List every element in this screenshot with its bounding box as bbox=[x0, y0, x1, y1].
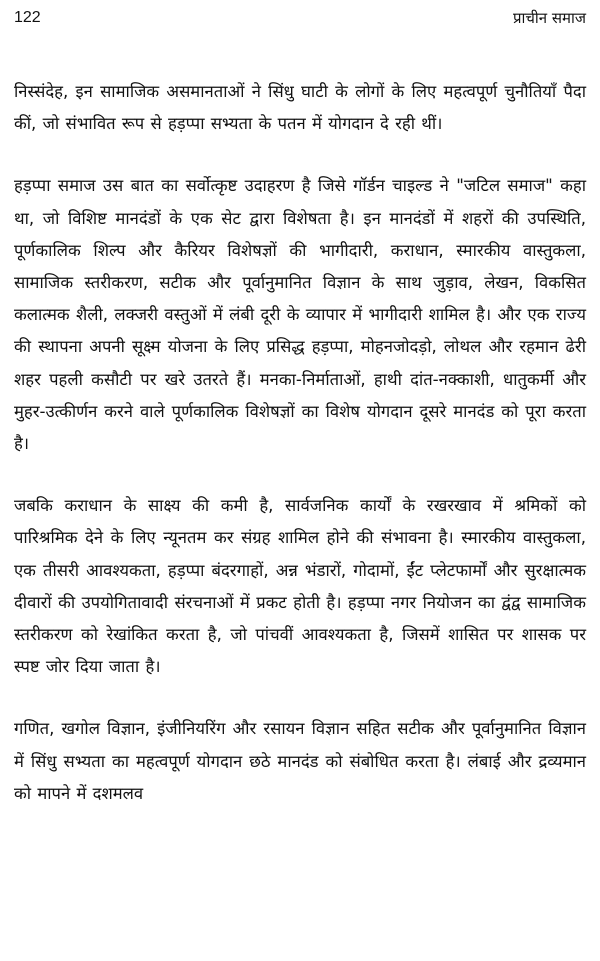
paragraph-2: हड़प्पा समाज उस बात का सर्वोत्कृष्ट उदाहरण है जिसे गॉर्डन चाइल्ड ने "जटिल समाज" कहा था, जो विशिष्ट मानदंडों के एक सेट द्वारा विशेषता है। इन मानदंडों में शहरों की उपस्थिति, पूर्णकालिक शिल्प और कैरियर विशेषज्ञों की भागीदारी, कराधान, स्मारकीय वास्तुकला, सामाजिक स्तरीकरण, सटीक और पूर्वानुमानित विज्ञान के साथ जुड़ाव, लेखन, विकसित कलात्मक शैली, लक्जरी वस्तुओं में लंबी दूरी के व्यापार में भागीदारी शामिल है। और एक राज्य की स्थापना अपनी सूक्ष्म योजना के लिए प्रसिद्ध हड़प्पा, मोहनजोदड़ो, लोथल और रहमान ढेरी शहर पहली कसौटी पर खरे उतरते हैं। मनका-निर्माताओं, हाथी दांत-नक्काशी, धातुकर्मी और मुहर-उत्कीर्णन करने वाले पूर्णकालिक विशेषज्ञों का विशेष योगदान दूसरे मानदंड को पूरा करता है। bbox=[14, 176, 586, 454]
paragraph-1: निस्संदेह, इन सामाजिक असमानताओं ने सिंधु घाटी के लोगों के लिए महत्वपूर्ण चुनौतियाँ पैदा कीं, जो संभावित रूप से हड़प्पा सभ्यता के पतन में योगदान दे रही थीं। bbox=[14, 82, 586, 134]
paragraph-4: गणित, खगोल विज्ञान, इंजीनियरिंग और रसायन विज्ञान सहित सटीक और पूर्वानुमानित विज्ञान में सिंधु सभ्यता का महत्वपूर्ण योगदान छठे मानदंड को संबोधित करता है। लंबाई और द्रव्यमान को मापने में दशमलव bbox=[14, 719, 586, 803]
paragraph-3: जबकि कराधान के साक्ष्य की कमी है, सार्वजनिक कार्यों के रखरखाव में श्रमिकों को पारिश्रमिक देने के लिए न्यूनतम कर संग्रह शामिल होने की संभावना है। स्मारकीय वास्तुकला, एक तीसरी आवश्यकता, हड़प्पा बंदरगाहों, अन्न भंडारों, गोदामों, ईंट प्लेटफार्मों और सुरक्षात्मक दीवारों की उपयोगितावादी संरचनाओं में प्रकट होती है। हड़प्पा नगर नियोजन का द्वंद्व सामाजिक स्तरीकरण को रेखांकित करता है, जो पांचवीं आवश्यकता है, जिसमें शासित पर शासक पर स्पष्ट जोर दिया जाता है। bbox=[14, 496, 586, 677]
page-number: 122 bbox=[14, 9, 41, 26]
body-text bbox=[14, 76, 586, 810]
page-header bbox=[14, 6, 586, 30]
running-head: प्राचीन समाज bbox=[512, 9, 586, 27]
